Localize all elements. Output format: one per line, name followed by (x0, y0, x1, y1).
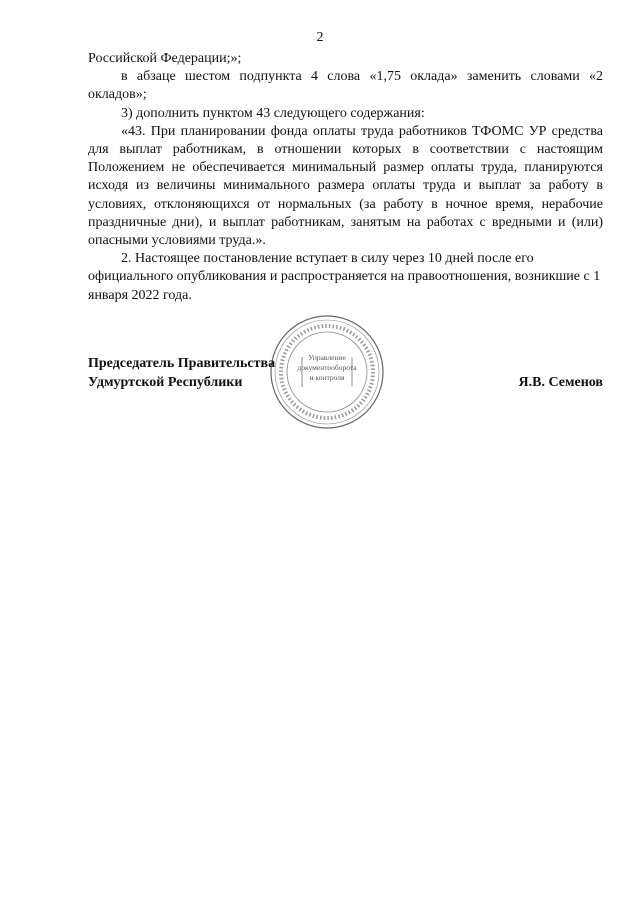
paragraph-entry-into-force: 2. Настоящее постановление вступает в силу через 10 дней после его официального опубликования и распространяется на правоотношения, возникшие с 1 января 2022 года. (88, 251, 601, 303)
paragraph-amendment-abzac: в абзаце шестом подпункта 4 слова «1,75 оклада» заменить словами «2 окладов»; (88, 69, 603, 103)
page-number: 2 (316, 30, 324, 45)
paragraph-amendment-item3: 3) дополнить пунктом 43 следующего содержания: (121, 105, 425, 121)
seal-text-line: документооборота (297, 363, 357, 372)
signatory-position (88, 354, 275, 392)
document-body (88, 50, 603, 305)
signatory-position-line2: Удмуртской Республики (88, 375, 243, 390)
paragraph-item43: «43. При планировании фонда оплаты труда работников ТФОМС УР средства для выплат работникам, в отношении которых в соответствии с настоящим Положением не обеспечивается минимальный размер оплаты труда, планируются исходя из величины минимального размера оплаты труда и выплат за работу в условиях, отклоняющихся от нормальных (за работу в ночное время, нерабочие праздничные дни), и выплат работникам, занятым на работах с вредными и (или) опасными условиями труда.». (88, 123, 603, 249)
paragraph-continuation: Российской Федерации;»; (88, 51, 242, 66)
seal-text-line: Управление (308, 353, 346, 362)
signatory-name: Я.В. Семенов (518, 375, 603, 390)
seal-text-line: и контроля (309, 373, 345, 382)
official-seal-stamp (268, 313, 386, 431)
signatory-position-line1: Председатель Правительства (88, 356, 276, 371)
